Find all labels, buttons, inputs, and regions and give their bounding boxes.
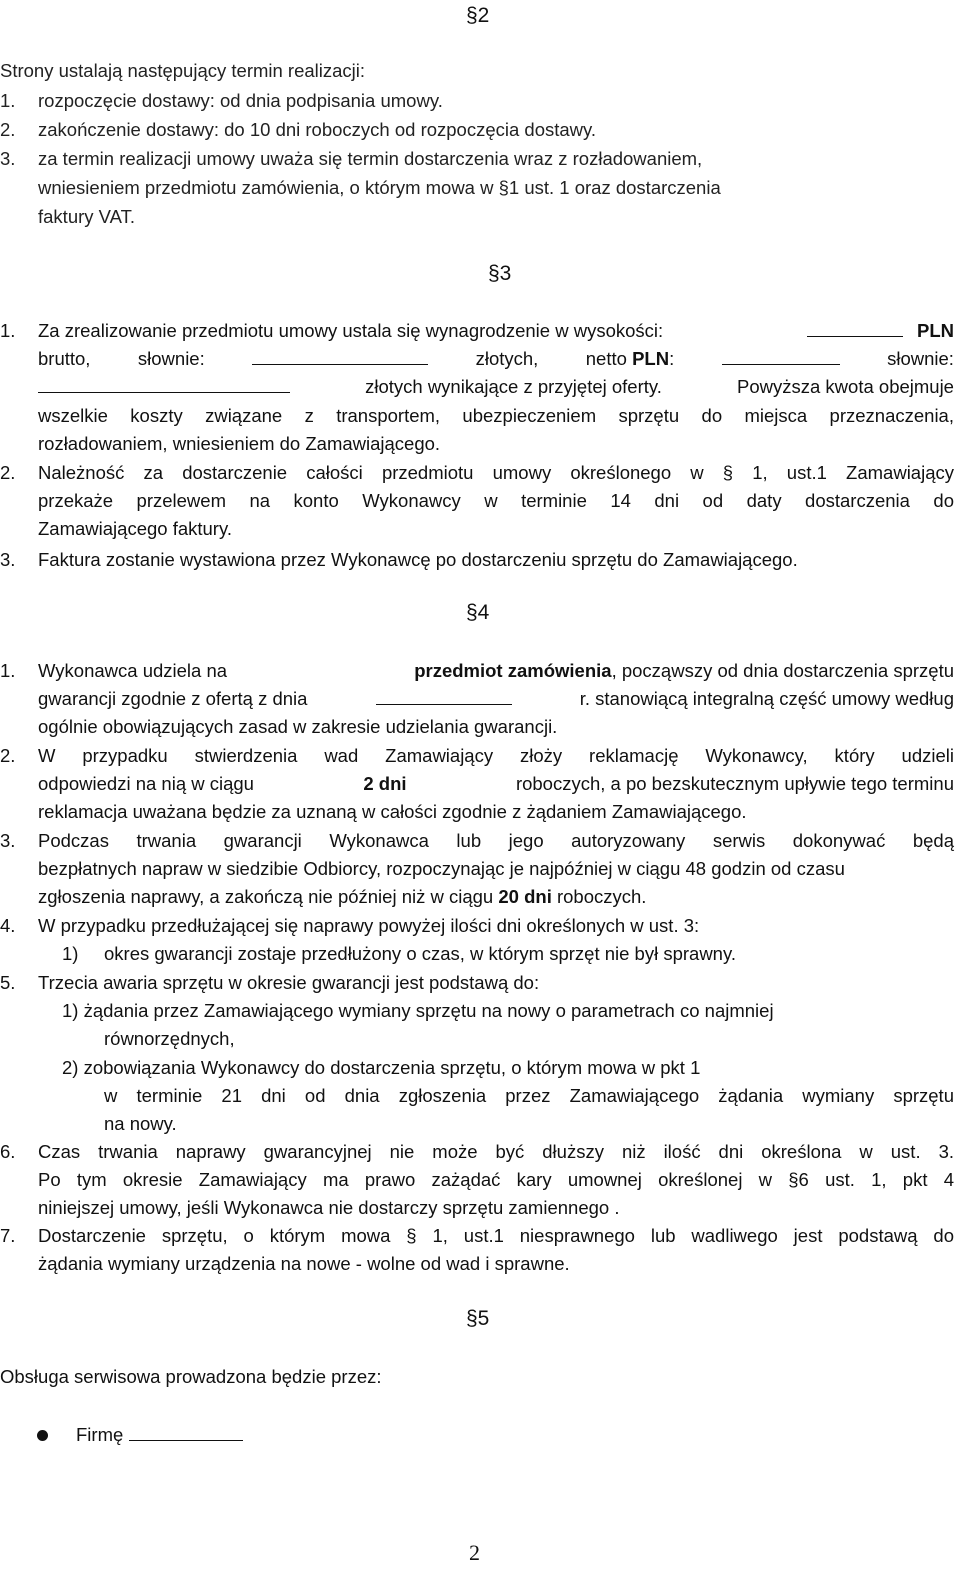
list-item: 1. rozpoczęcie dostawy: od dnia podpisania umowy. — [0, 90, 443, 111]
company-name-blank — [129, 1422, 243, 1441]
bullet-icon — [37, 1430, 48, 1441]
amount-net-blank — [722, 346, 840, 365]
page-number: 2 — [469, 1540, 480, 1565]
amount-gross-blank — [807, 318, 903, 337]
section-5-title: §5 — [466, 1307, 490, 1330]
list-item: 2. zakończenie dostawy: do 10 dni roboczych od rozpoczęcia dostawy. — [0, 119, 597, 140]
section-2-intro: Strony ustalają następujący termin realizacji: — [0, 60, 366, 81]
net-words-blank — [38, 374, 290, 393]
gross-words-blank — [252, 346, 428, 365]
section-5-intro: Obsługa serwisowa prowadzona będzie przez: — [0, 1366, 382, 1387]
section-4-title: §4 — [466, 601, 490, 624]
company-line: Firmę — [76, 1421, 243, 1449]
section-2-list — [0, 86, 940, 231]
section-2-title: §2 — [466, 4, 490, 27]
section-3-title: §3 — [488, 262, 512, 285]
list-item: 3. za termin realizacji umowy uważa się termin dostarczenia wraz z rozładowaniem, wniesieniem przedmiotu zamówienia, o którym mowa w §1 ust. 1 oraz dostarczenia faktury VAT. — [0, 148, 721, 227]
warranty-date-blank — [376, 686, 512, 705]
